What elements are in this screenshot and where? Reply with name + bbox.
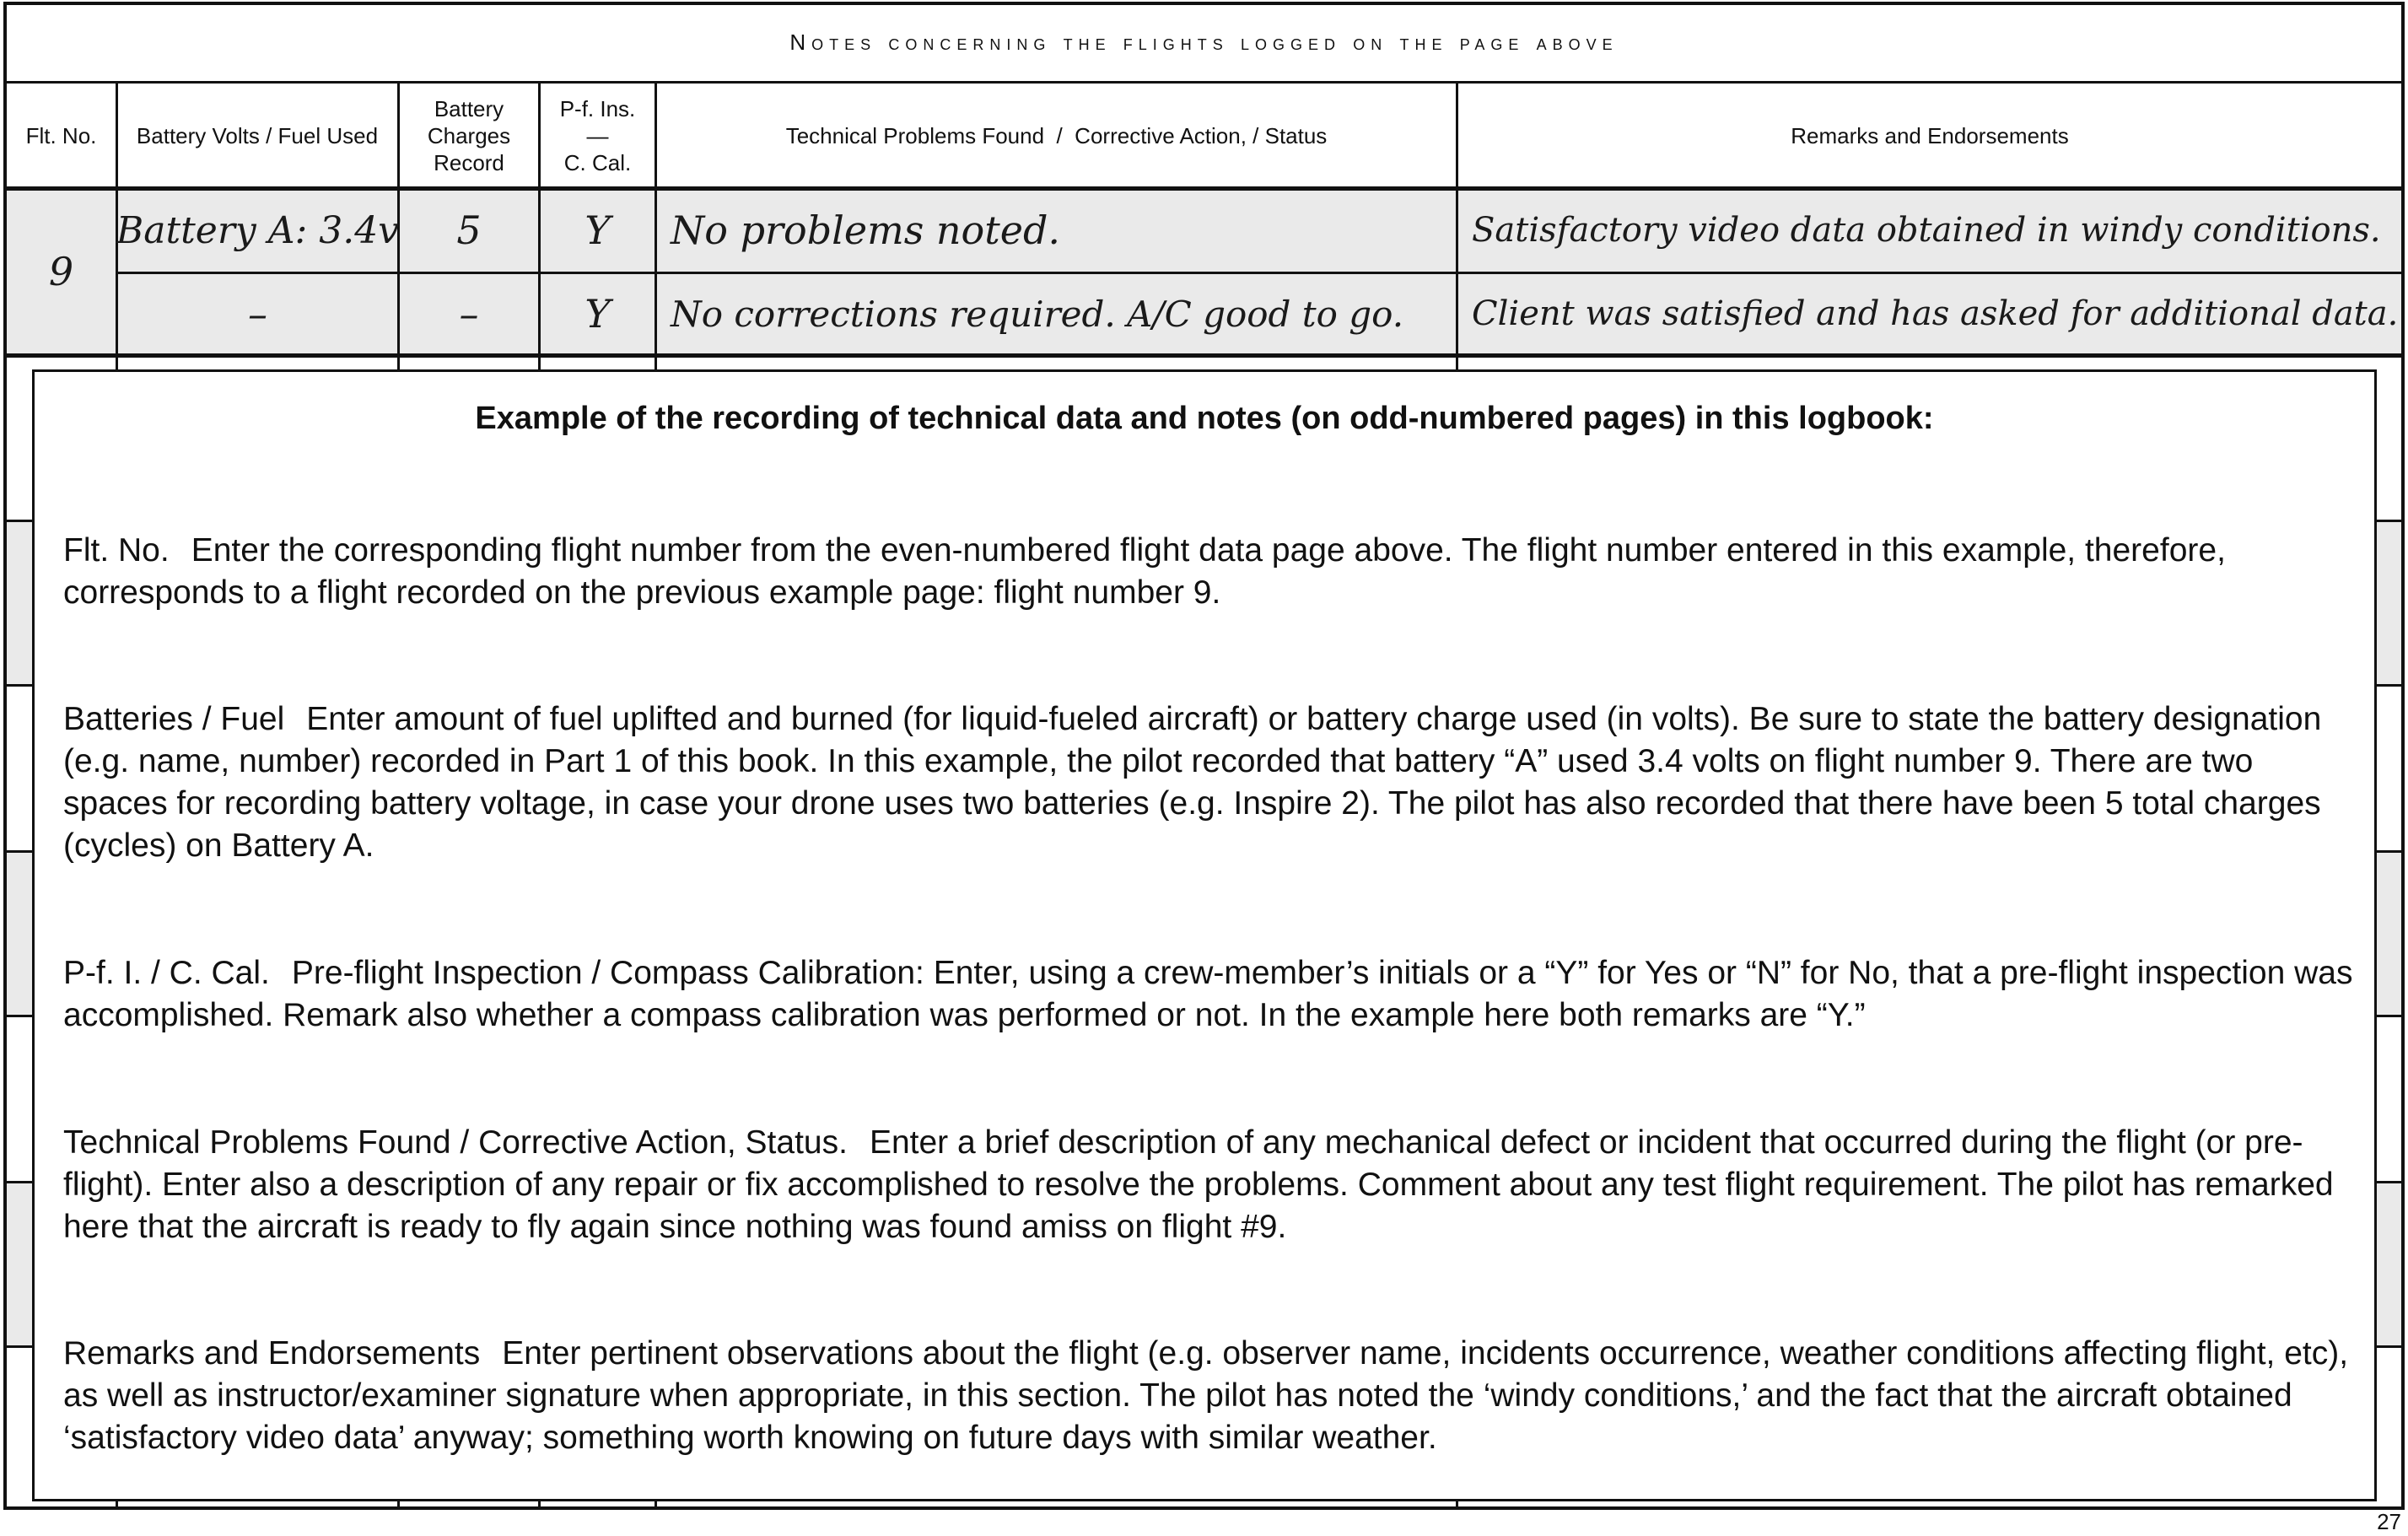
entry-remarks: Satisfactory video data obtained in windy conditions. xyxy=(1472,211,2381,250)
header-pf-ins-line1: P-f. Ins. xyxy=(559,95,636,121)
explanation-label: Remarks and Endorsements xyxy=(63,1335,481,1372)
header-battery-charges-line1: Battery xyxy=(434,95,504,121)
entry-pf-2: Y xyxy=(584,291,611,337)
explanation-batteries xyxy=(63,698,2357,867)
explanation-text: Enter amount of fuel uplifted and burned (for liquid-fueled aircraft) or battery charge used (in volts). Be sure to state the battery designation (e.g. name, number) recorded in Part 1 of this book. In this example, the pilot recorded that battery “A” used 3.4 volts on flight number 9. There are two spaces for recording battery voltage, in case your drone uses two batteries (e.g. Inspire 2). The pilot has also recorded that there have been 5 total charges (cycles) on Battery A. xyxy=(63,701,2322,864)
header-pf-ins-line2: — xyxy=(586,122,609,148)
explanation-title: Example of the recording of technical data and notes (on odd-numbered pages) in this logbook: xyxy=(475,401,1934,436)
header-battery-volts: Battery Volts / Fuel Used xyxy=(136,122,379,148)
header-battery-charges-line2: Charges xyxy=(427,122,511,148)
header-pf-ins-line3: C. Cal. xyxy=(563,149,632,175)
page-number: 27 xyxy=(2377,1509,2401,1534)
entry-battery: Battery A: 3.4v xyxy=(116,208,400,252)
explanation-flt-no xyxy=(63,530,2357,614)
explanation-text: Enter a brief description of any mechanical defect or incident that occurred during the flight (or pre-flight). Enter also a description of any repair or fix accomplished to resolve the problems. Comment about any test flight requirement. The pilot has remarked here that the aircraft is ready to fly again since nothing was found amiss on flight #9. xyxy=(63,1124,2334,1245)
explanation-label: Technical Problems Found / Corrective Action, Status. xyxy=(63,1124,848,1161)
explanation-label: Batteries / Fuel xyxy=(63,701,285,737)
header-remarks: Remarks and Endorsements xyxy=(1791,122,2069,148)
explanation-label: Flt. No. xyxy=(63,532,170,569)
header-flt-no: Flt. No. xyxy=(25,122,97,148)
entry-charges-2: – xyxy=(459,291,479,337)
explanation-pf-ccal xyxy=(63,952,2357,1037)
entry-remarks-2: Client was satisfied and has asked for additional data. xyxy=(1472,294,2399,333)
page-title: Notes concerning the flights logged on the page above xyxy=(789,29,1619,55)
header-battery-charges-line3: Record xyxy=(434,149,504,175)
header-technical: Technical Problems Found / Corrective Action, / Status xyxy=(785,122,1328,148)
entry-battery-2: – xyxy=(248,291,267,337)
explanation-label: P-f. I. / C. Cal. xyxy=(63,955,270,991)
explanation-text: Enter pertinent observations about the flight (e.g. observer name, incidents occurrence, weather conditions affecting flight, etc), as well as instructor/examiner signature when appropriate, in this section. The pilot has noted the ‘windy conditions,’ and the fact that the aircraft obtained ‘satisfactory video data’ anyway; something worth knowing on future days with similar weather. xyxy=(63,1335,2349,1456)
entry-charges: 5 xyxy=(456,207,482,253)
header-battery-charges xyxy=(400,84,538,186)
explanation-remarks xyxy=(63,1333,2357,1459)
entry-technical-2: No corrections required. A/C good to go. xyxy=(671,293,1404,335)
row-divider xyxy=(3,353,2405,358)
explanation-text: Pre-flight Inspection / Compass Calibration: Enter, using a crew-member’s initials or a “Y” for Yes or “N” for No, that a pre-flight inspection was accomplished. Remark also whether a compass calibration was performed or not. In the example here both remarks are “Y.” xyxy=(63,955,2353,1033)
header-pf-ins xyxy=(541,84,655,186)
explanation-text: Enter the corresponding flight number from the even-numbered flight data page above. The flight number entered in this example, therefore, corresponds to a flight recorded on the previous example page: flight number 9. xyxy=(63,532,2226,611)
explanation-technical xyxy=(63,1122,2357,1248)
entry-pf: Y xyxy=(584,207,611,253)
entry-flt-no: 9 xyxy=(48,248,74,294)
entry-technical: No problems noted. xyxy=(671,207,1061,253)
